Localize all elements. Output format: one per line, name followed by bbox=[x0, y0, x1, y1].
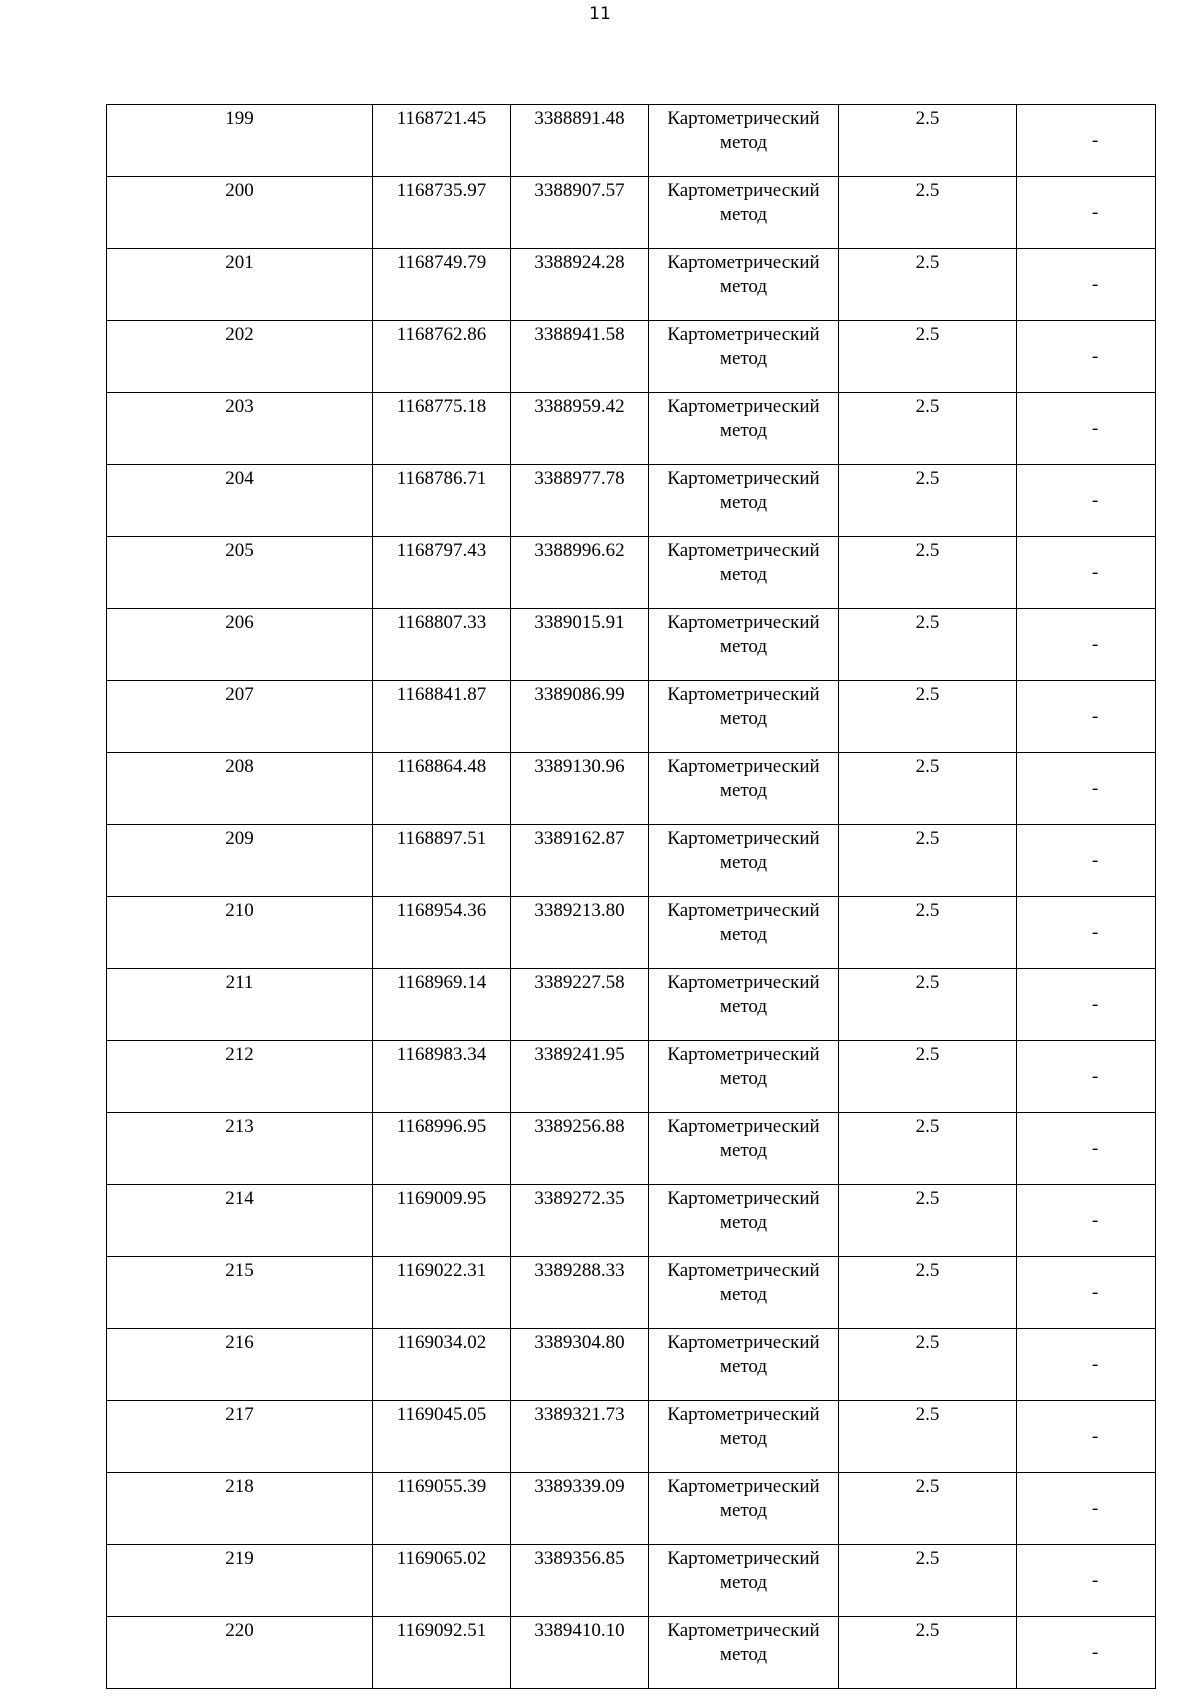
point-number-cell: 203 bbox=[107, 393, 373, 465]
x-coordinate-cell: 1169055.39 bbox=[373, 1473, 511, 1545]
method-line-1: Картометрический bbox=[667, 756, 820, 777]
accuracy-cell: 2.5 bbox=[839, 969, 1017, 1041]
point-number-cell: 210 bbox=[107, 897, 373, 969]
table-row bbox=[107, 1185, 1156, 1257]
x-coordinate-cell: 1168841.87 bbox=[373, 681, 511, 753]
note-cell: - bbox=[1017, 609, 1156, 681]
method-line-2: метод bbox=[719, 636, 768, 657]
table-row bbox=[107, 753, 1156, 825]
method-line-2: метод bbox=[719, 780, 768, 801]
table-row bbox=[107, 969, 1156, 1041]
point-number-cell: 217 bbox=[107, 1401, 373, 1473]
note-cell: - bbox=[1017, 1473, 1156, 1545]
y-coordinate-cell: 3389356.85 bbox=[511, 1545, 649, 1617]
accuracy-cell: 2.5 bbox=[839, 393, 1017, 465]
y-coordinate-cell: 3389130.96 bbox=[511, 753, 649, 825]
method-cell bbox=[649, 249, 839, 321]
x-coordinate-cell: 1168897.51 bbox=[373, 825, 511, 897]
point-number-cell: 204 bbox=[107, 465, 373, 537]
table-row bbox=[107, 825, 1156, 897]
accuracy-cell: 2.5 bbox=[839, 537, 1017, 609]
y-coordinate-cell: 3389086.99 bbox=[511, 681, 649, 753]
y-coordinate-cell: 3389321.73 bbox=[511, 1401, 649, 1473]
x-coordinate-cell: 1168954.36 bbox=[373, 897, 511, 969]
table-row bbox=[107, 321, 1156, 393]
accuracy-cell: 2.5 bbox=[839, 1257, 1017, 1329]
method-line-2: метод bbox=[719, 1212, 768, 1233]
point-number-cell: 219 bbox=[107, 1545, 373, 1617]
method-cell bbox=[649, 1113, 839, 1185]
y-coordinate-cell: 3388977.78 bbox=[511, 465, 649, 537]
table-row bbox=[107, 1041, 1156, 1113]
x-coordinate-cell: 1169009.95 bbox=[373, 1185, 511, 1257]
method-line-1: Картометрический bbox=[667, 324, 820, 345]
method-cell bbox=[649, 1401, 839, 1473]
note-cell: - bbox=[1017, 1257, 1156, 1329]
x-coordinate-cell: 1169092.51 bbox=[373, 1617, 511, 1689]
method-cell bbox=[649, 1329, 839, 1401]
table-row bbox=[107, 1617, 1156, 1689]
method-line-1: Картометрический bbox=[667, 180, 820, 201]
accuracy-cell: 2.5 bbox=[839, 1401, 1017, 1473]
table-row bbox=[107, 1329, 1156, 1401]
accuracy-cell: 2.5 bbox=[839, 177, 1017, 249]
y-coordinate-cell: 3388907.57 bbox=[511, 177, 649, 249]
note-cell: - bbox=[1017, 1113, 1156, 1185]
accuracy-cell: 2.5 bbox=[839, 1185, 1017, 1257]
note-cell: - bbox=[1017, 825, 1156, 897]
table-row bbox=[107, 1257, 1156, 1329]
table-row bbox=[107, 177, 1156, 249]
point-number-cell: 211 bbox=[107, 969, 373, 1041]
note-cell: - bbox=[1017, 105, 1156, 177]
method-cell bbox=[649, 393, 839, 465]
accuracy-cell: 2.5 bbox=[839, 1329, 1017, 1401]
y-coordinate-cell: 3389410.10 bbox=[511, 1617, 649, 1689]
table-row bbox=[107, 681, 1156, 753]
accuracy-cell: 2.5 bbox=[839, 321, 1017, 393]
point-number-cell: 208 bbox=[107, 753, 373, 825]
accuracy-cell: 2.5 bbox=[839, 249, 1017, 321]
method-line-2: метод bbox=[719, 1356, 768, 1377]
note-cell: - bbox=[1017, 1041, 1156, 1113]
point-number-cell: 215 bbox=[107, 1257, 373, 1329]
method-line-2: метод bbox=[719, 924, 768, 945]
y-coordinate-cell: 3388959.42 bbox=[511, 393, 649, 465]
method-line-1: Картометрический bbox=[667, 468, 820, 489]
point-number-cell: 218 bbox=[107, 1473, 373, 1545]
y-coordinate-cell: 3388924.28 bbox=[511, 249, 649, 321]
y-coordinate-cell: 3389272.35 bbox=[511, 1185, 649, 1257]
note-cell: - bbox=[1017, 1401, 1156, 1473]
accuracy-cell: 2.5 bbox=[839, 1113, 1017, 1185]
y-coordinate-cell: 3389015.91 bbox=[511, 609, 649, 681]
coordinates-table bbox=[106, 104, 1156, 1689]
note-cell: - bbox=[1017, 897, 1156, 969]
note-cell: - bbox=[1017, 1617, 1156, 1689]
method-line-1: Картометрический bbox=[667, 1260, 820, 1281]
method-line-2: метод bbox=[719, 348, 768, 369]
method-line-1: Картометрический bbox=[667, 1332, 820, 1353]
x-coordinate-cell: 1168983.34 bbox=[373, 1041, 511, 1113]
x-coordinate-cell: 1168807.33 bbox=[373, 609, 511, 681]
y-coordinate-cell: 3389227.58 bbox=[511, 969, 649, 1041]
method-line-1: Картометрический bbox=[667, 1116, 820, 1137]
method-line-2: метод bbox=[719, 1428, 768, 1449]
x-coordinate-cell: 1169065.02 bbox=[373, 1545, 511, 1617]
method-line-1: Картометрический bbox=[667, 972, 820, 993]
method-cell bbox=[649, 177, 839, 249]
method-line-1: Картометрический bbox=[667, 1404, 820, 1425]
table-row bbox=[107, 897, 1156, 969]
method-line-1: Картометрический bbox=[667, 540, 820, 561]
note-cell: - bbox=[1017, 465, 1156, 537]
accuracy-cell: 2.5 bbox=[839, 1617, 1017, 1689]
x-coordinate-cell: 1168749.79 bbox=[373, 249, 511, 321]
note-cell: - bbox=[1017, 537, 1156, 609]
method-line-1: Картометрический bbox=[667, 252, 820, 273]
x-coordinate-cell: 1168735.97 bbox=[373, 177, 511, 249]
accuracy-cell: 2.5 bbox=[839, 753, 1017, 825]
accuracy-cell: 2.5 bbox=[839, 825, 1017, 897]
table-row bbox=[107, 393, 1156, 465]
method-cell bbox=[649, 1473, 839, 1545]
x-coordinate-cell: 1169045.05 bbox=[373, 1401, 511, 1473]
method-line-2: метод bbox=[719, 1068, 768, 1089]
method-line-1: Картометрический bbox=[667, 1548, 820, 1569]
method-line-2: метод bbox=[719, 276, 768, 297]
table-row bbox=[107, 1113, 1156, 1185]
y-coordinate-cell: 3389162.87 bbox=[511, 825, 649, 897]
x-coordinate-cell: 1169034.02 bbox=[373, 1329, 511, 1401]
method-line-2: метод bbox=[719, 1284, 768, 1305]
method-cell bbox=[649, 1617, 839, 1689]
method-cell bbox=[649, 105, 839, 177]
y-coordinate-cell: 3389288.33 bbox=[511, 1257, 649, 1329]
point-number-cell: 220 bbox=[107, 1617, 373, 1689]
point-number-cell: 209 bbox=[107, 825, 373, 897]
x-coordinate-cell: 1168797.43 bbox=[373, 537, 511, 609]
x-coordinate-cell: 1168775.18 bbox=[373, 393, 511, 465]
table-row bbox=[107, 1545, 1156, 1617]
method-line-2: метод bbox=[719, 420, 768, 441]
method-line-1: Картометрический bbox=[667, 612, 820, 633]
note-cell: - bbox=[1017, 681, 1156, 753]
table-row bbox=[107, 1401, 1156, 1473]
method-line-2: метод bbox=[719, 492, 768, 513]
point-number-cell: 199 bbox=[107, 105, 373, 177]
table-row bbox=[107, 249, 1156, 321]
method-line-1: Картометрический bbox=[667, 900, 820, 921]
method-line-1: Картометрический bbox=[667, 1188, 820, 1209]
y-coordinate-cell: 3388891.48 bbox=[511, 105, 649, 177]
note-cell: - bbox=[1017, 1185, 1156, 1257]
y-coordinate-cell: 3389213.80 bbox=[511, 897, 649, 969]
accuracy-cell: 2.5 bbox=[839, 465, 1017, 537]
x-coordinate-cell: 1168996.95 bbox=[373, 1113, 511, 1185]
method-line-2: метод bbox=[719, 132, 768, 153]
y-coordinate-cell: 3389339.09 bbox=[511, 1473, 649, 1545]
method-line-2: метод bbox=[719, 204, 768, 225]
method-line-1: Картометрический bbox=[667, 1620, 820, 1641]
table-row bbox=[107, 1473, 1156, 1545]
method-cell bbox=[649, 465, 839, 537]
method-cell bbox=[649, 321, 839, 393]
method-line-1: Картометрический bbox=[667, 396, 820, 417]
y-coordinate-cell: 3389241.95 bbox=[511, 1041, 649, 1113]
accuracy-cell: 2.5 bbox=[839, 681, 1017, 753]
y-coordinate-cell: 3388996.62 bbox=[511, 537, 649, 609]
note-cell: - bbox=[1017, 753, 1156, 825]
point-number-cell: 213 bbox=[107, 1113, 373, 1185]
x-coordinate-cell: 1168762.86 bbox=[373, 321, 511, 393]
table-row bbox=[107, 609, 1156, 681]
method-cell bbox=[649, 681, 839, 753]
method-line-2: метод bbox=[719, 1140, 768, 1161]
method-line-2: метод bbox=[719, 564, 768, 585]
method-line-1: Картометрический bbox=[667, 828, 820, 849]
accuracy-cell: 2.5 bbox=[839, 1041, 1017, 1113]
point-number-cell: 202 bbox=[107, 321, 373, 393]
method-line-2: метод bbox=[719, 996, 768, 1017]
y-coordinate-cell: 3388941.58 bbox=[511, 321, 649, 393]
point-number-cell: 200 bbox=[107, 177, 373, 249]
accuracy-cell: 2.5 bbox=[839, 1545, 1017, 1617]
table-row bbox=[107, 465, 1156, 537]
method-line-2: метод bbox=[719, 708, 768, 729]
method-line-1: Картометрический bbox=[667, 1044, 820, 1065]
method-cell bbox=[649, 1545, 839, 1617]
note-cell: - bbox=[1017, 393, 1156, 465]
method-cell bbox=[649, 753, 839, 825]
note-cell: - bbox=[1017, 1545, 1156, 1617]
accuracy-cell: 2.5 bbox=[839, 609, 1017, 681]
y-coordinate-cell: 3389256.88 bbox=[511, 1113, 649, 1185]
method-line-1: Картометрический bbox=[667, 108, 820, 129]
note-cell: - bbox=[1017, 1329, 1156, 1401]
x-coordinate-cell: 1169022.31 bbox=[373, 1257, 511, 1329]
point-number-cell: 212 bbox=[107, 1041, 373, 1113]
point-number-cell: 206 bbox=[107, 609, 373, 681]
page-number: 11 bbox=[589, 4, 611, 24]
method-cell bbox=[649, 1257, 839, 1329]
note-cell: - bbox=[1017, 177, 1156, 249]
point-number-cell: 216 bbox=[107, 1329, 373, 1401]
point-number-cell: 207 bbox=[107, 681, 373, 753]
table-row bbox=[107, 537, 1156, 609]
method-cell bbox=[649, 825, 839, 897]
method-line-1: Картометрический bbox=[667, 684, 820, 705]
method-line-2: метод bbox=[719, 852, 768, 873]
y-coordinate-cell: 3389304.80 bbox=[511, 1329, 649, 1401]
method-cell bbox=[649, 1041, 839, 1113]
accuracy-cell: 2.5 bbox=[839, 105, 1017, 177]
method-line-2: метод bbox=[719, 1572, 768, 1593]
method-line-1: Картометрический bbox=[667, 1476, 820, 1497]
accuracy-cell: 2.5 bbox=[839, 897, 1017, 969]
point-number-cell: 205 bbox=[107, 537, 373, 609]
accuracy-cell: 2.5 bbox=[839, 1473, 1017, 1545]
point-number-cell: 201 bbox=[107, 249, 373, 321]
point-number-cell: 214 bbox=[107, 1185, 373, 1257]
note-cell: - bbox=[1017, 321, 1156, 393]
note-cell: - bbox=[1017, 969, 1156, 1041]
x-coordinate-cell: 1168969.14 bbox=[373, 969, 511, 1041]
note-cell: - bbox=[1017, 249, 1156, 321]
method-cell bbox=[649, 897, 839, 969]
table-row bbox=[107, 105, 1156, 177]
x-coordinate-cell: 1168786.71 bbox=[373, 465, 511, 537]
method-cell bbox=[649, 1185, 839, 1257]
x-coordinate-cell: 1168864.48 bbox=[373, 753, 511, 825]
x-coordinate-cell: 1168721.45 bbox=[373, 105, 511, 177]
method-cell bbox=[649, 609, 839, 681]
method-line-2: метод bbox=[719, 1644, 768, 1665]
method-cell bbox=[649, 969, 839, 1041]
table-body bbox=[107, 105, 1156, 1689]
method-cell bbox=[649, 537, 839, 609]
method-line-2: метод bbox=[719, 1500, 768, 1521]
